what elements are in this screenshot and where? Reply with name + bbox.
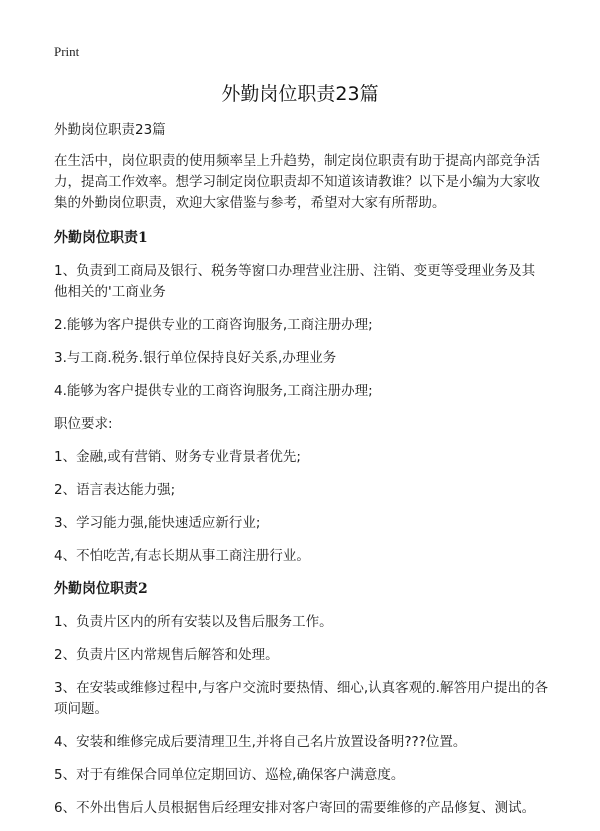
section2-item: 2、负责片区内常规售后解答和处理。 (54, 647, 279, 663)
section-heading-2: 外勤岗位职责2 (54, 581, 148, 597)
section1-item: 2.能够为客户提供专业的工商咨询服务,工商注册办理; (54, 317, 373, 333)
section1-item: 1、负责到工商局及银行、税务等窗口办理营业注册、注销、变更等受理业务及其他相关的'工商业务 (54, 263, 536, 300)
requirement-item: 2、语言表达能力强; (54, 482, 176, 498)
section1-item: 4.能够为客户提供专业的工商咨询服务,工商注册办理; (54, 383, 373, 399)
document-body (54, 120, 548, 831)
section1-item: 3.与工商.税务.银行单位保持良好关系,办理业务 (54, 350, 337, 366)
requirement-item: 4、不怕吃苦,有志长期从事工商注册行业。 (54, 548, 310, 564)
requirement-item: 1、金融,或有营销、财务专业背景者优先; (54, 449, 301, 465)
intro-paragraph: 在生活中，岗位职责的使用频率呈上升趋势，制定岗位职责有助于提高内部竞争活力，提高工作效率。想学习制定岗位职责却不知道该请教谁？以下是小编为大家收集的外勤岗位职责，欢迎大家借鉴与参考，希望对大家有所帮助。 (54, 153, 540, 211)
print-label: Print (54, 44, 80, 59)
section2-item: 3、在安装或维修过程中,与客户交流时要热情、细心,认真客观的.解答用户提出的各项问题。 (54, 680, 548, 717)
section-heading-1: 外勤岗位职责1 (54, 230, 148, 246)
section2-item: 1、负责片区内的所有安装以及售后服务工作。 (54, 614, 333, 630)
section2-item: 4、安装和维修完成后要清理卫生,并将自己名片放置设备明???位置。 (54, 734, 467, 750)
section2-item: 5、对于有维保合同单位定期回访、巡检,确保客户满意度。 (54, 767, 405, 783)
section2-item: 6、不外出售后人员根据售后经理安排对客户寄回的需要维修的产品修复、测试。 (54, 800, 536, 816)
document-subtitle: 外勤岗位职责23篇 (54, 122, 166, 138)
requirement-item: 3、学习能力强,能快速适应新行业; (54, 515, 261, 531)
requirements-label: 职位要求: (54, 416, 113, 432)
document-title: 外勤岗位职责23篇 (221, 83, 379, 105)
